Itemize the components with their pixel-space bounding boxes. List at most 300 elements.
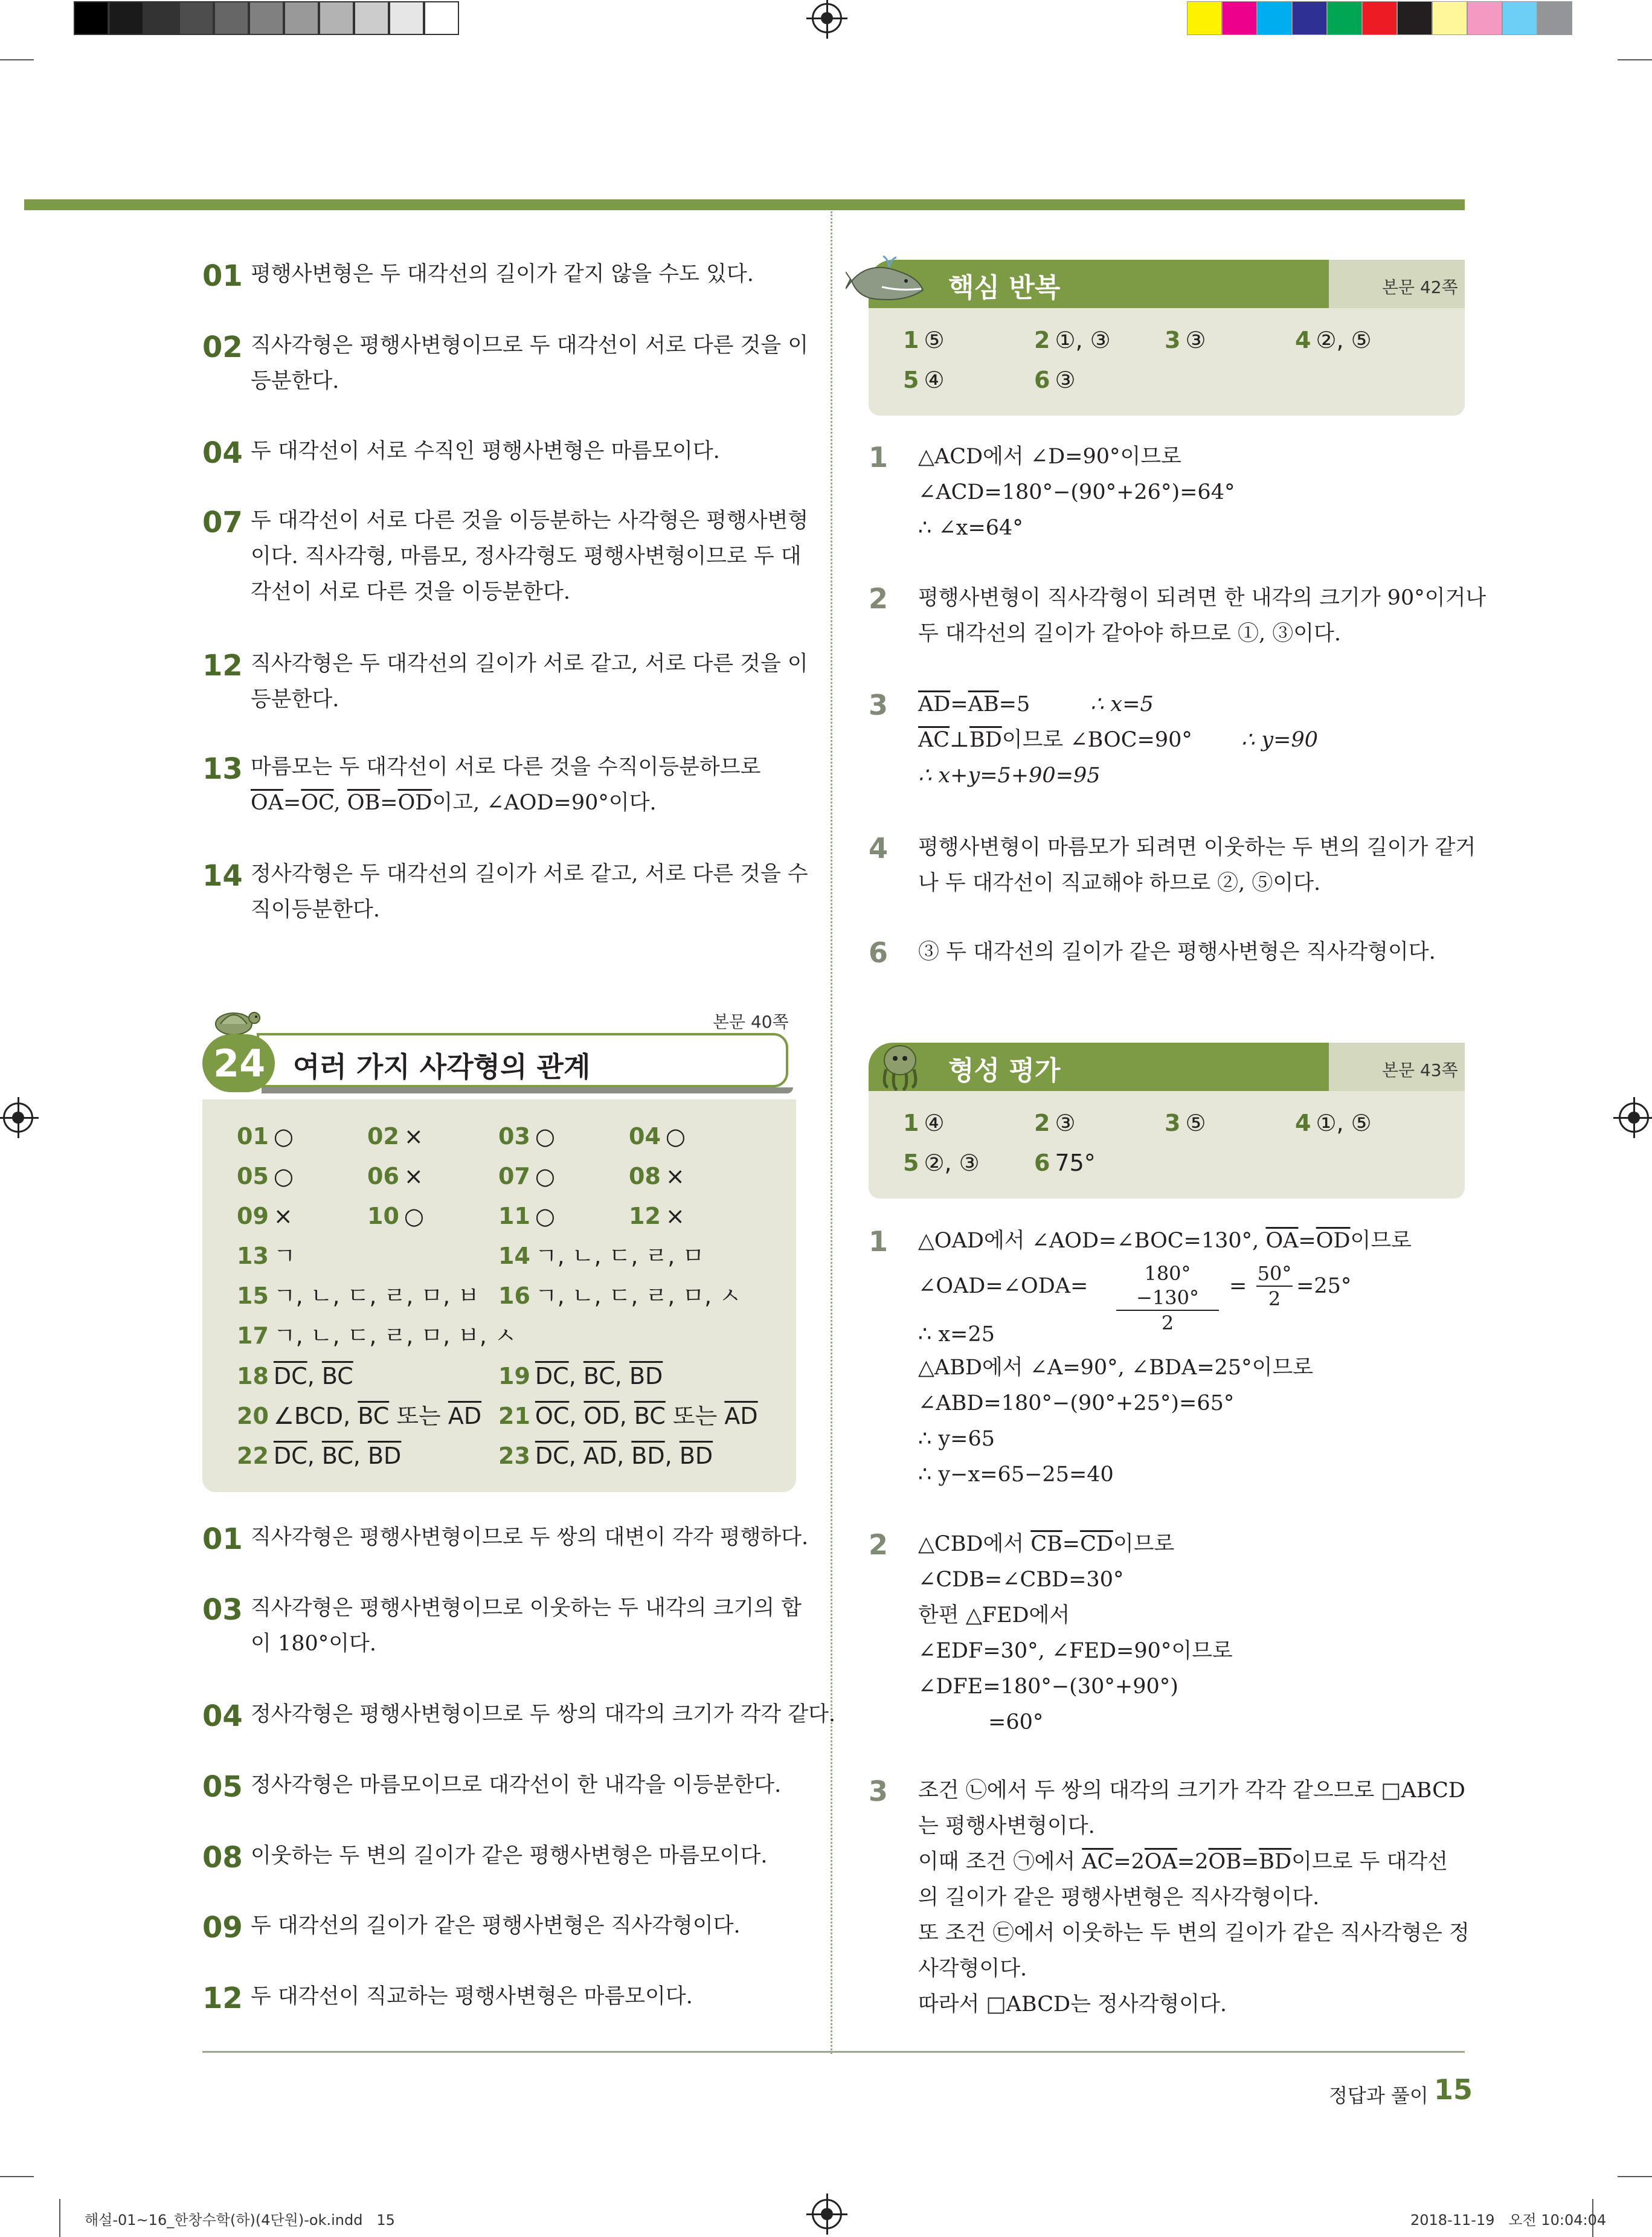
section24-title: 여러 가지 사각형의 관계 [293,1051,591,1083]
answer-number: 1 [903,1110,919,1136]
segment: $\overline{BC}$ [583,1363,615,1389]
gray-swatch [179,1,214,35]
answer-value: ①, ⑤ [1316,1110,1372,1136]
answer24-row-19 [498,1356,663,1396]
answer-number: 3 [1165,1110,1181,1136]
eval-sol-1-line: ∠ABD=180°−(90°+25°)=65° [918,1391,1235,1415]
left-bottom-item-line: 정사각형은 마름모이므로 대각선이 한 내각을 이등분한다. [251,1773,782,1797]
answer-number: 10 [367,1203,399,1229]
or-text: 또는 [389,1403,448,1429]
left-bottom-item-line: 직사각형은 평행사변형이므로 이웃하는 두 내각의 크기의 합 [251,1596,802,1620]
answer-number: 16 [498,1283,530,1309]
answer24-item [237,1316,516,1356]
core-sol-3-x: ∴ x=5 [1090,692,1154,716]
answer-value: ○ [273,1123,294,1150]
answer24-item [367,1116,423,1156]
answer-number: 19 [498,1363,530,1389]
answer-item [903,360,945,400]
answer-number: 4 [1295,1110,1311,1136]
answer-item [1034,360,1076,400]
segment: $\overline{AD}$ [583,1443,617,1469]
left-top-item-number: 04 [202,436,243,470]
answer-value: ⑤ [1185,1110,1206,1136]
answer-item [1034,1103,1076,1143]
crop-mark [0,2176,34,2177]
fraction-numerator: 50° [1256,1261,1293,1287]
answer24-item [237,1156,294,1196]
text: 이므로 ∠BOC=90° [1001,728,1192,752]
eval-sol-1-number: 1 [869,1225,889,1258]
segment: $\overline{AD}$ [724,1403,758,1429]
comma: , [568,1363,583,1389]
left-top-item-number: 01 [202,259,243,293]
equals: = [1241,1850,1259,1874]
left-bottom-item-line: 두 대각선의 길이가 같은 평행사변형은 직사각형이다. [251,1914,741,1938]
crop-mark [59,2199,60,2237]
answer24-item [237,1116,294,1156]
fraction-denominator: 2 [1268,1287,1281,1310]
segment: $\overline{CD}$ [1080,1532,1113,1556]
answer-number: 1 [903,327,919,353]
answer24-item [367,1196,424,1236]
section24-title-shadow [262,1087,793,1093]
comma: , [617,1443,632,1469]
answer-item [1295,1103,1372,1143]
gray-swatch [74,1,109,35]
answer-value: ㄱ [273,1243,296,1269]
text: 이므로 두 대각선 [1291,1850,1448,1874]
answer-number: 18 [237,1363,269,1389]
item13-line2 [251,785,657,821]
answer-item [1165,1103,1206,1143]
segment: $\overline{AD}$ [448,1403,482,1429]
left-bottom-item-line: 이웃하는 두 변의 길이가 같은 평행사변형은 마름모이다. [251,1844,768,1868]
comma: , [619,1403,634,1429]
gray-swatch [354,1,389,35]
core-sol-3-line2 [918,723,1192,758]
answer24-item [629,1116,686,1156]
answer-value: × [665,1203,685,1229]
core-sol-number: 4 [869,832,889,864]
eval-title: 형성 평가 [948,1055,1061,1086]
equals: = [950,692,968,716]
answer-number: 11 [498,1203,530,1229]
answer-value: ④ [924,1110,945,1136]
gray-swatch [109,1,144,35]
color-swatch [1467,1,1502,35]
answer24-item [498,1196,555,1236]
left-top-item-line: 정사각형은 두 대각선의 길이가 서로 같고, 서로 다른 것을 수 [251,862,808,886]
answer-item [903,1103,945,1143]
color-swatch [1187,1,1222,35]
eval-sol-2-line1 [918,1527,1174,1562]
crop-mark [0,59,34,60]
segment: $\overline{AC}$ [918,728,950,752]
answer-value: ㄱ, ㄴ, ㄷ, ㄹ, ㅁ [535,1243,705,1269]
file-info: 해설-01~16_한창수학(하)(4단원)-ok.indd 15 [85,2212,395,2229]
core-sol-3-y: ∴ y=90 [1241,728,1319,752]
left-bottom-item-line: 두 대각선이 직교하는 평행사변형은 마름모이다. [251,1984,693,2009]
eval-sol-3-line3 [918,1844,1448,1880]
answer-item [1034,320,1111,360]
core-title: 핵심 반복 [948,272,1061,303]
gray-swatch [424,1,459,35]
color-swatch [1432,1,1467,35]
answer-value: × [403,1163,423,1189]
segment: $\overline{DC}$ [535,1363,569,1389]
core-sol-line: ③ 두 대각선의 길이가 같은 평행사변형은 직사각형이다. [918,940,1436,964]
turtle-icon [208,1000,263,1036]
answer24-row-20 [237,1396,481,1436]
perp: ⊥ [950,728,969,752]
core-sol-number: 2 [869,582,889,615]
answer-value: ②, ⑤ [1316,327,1372,353]
answer24-item [629,1156,685,1196]
answer-number: 07 [498,1163,530,1189]
text: △CBD에서 [918,1532,1031,1556]
left-top-item-line: 등분한다. [251,369,339,393]
core-sol-line: ∠ACD=180°−(90°+26°)=64° [918,480,1235,504]
color-swatch [1222,1,1257,35]
answer-number: 01 [237,1123,269,1150]
answer-number: 05 [237,1163,269,1189]
segment: $\overline{BD}$ [1259,1850,1292,1874]
text: =2 [1113,1850,1145,1874]
left-top-item-line: 직사각형은 평행사변형이므로 두 대각선이 서로 다른 것을 이 [251,333,809,358]
fraction-2 [1256,1261,1293,1311]
answer-item [903,320,945,360]
color-swatch [1537,1,1572,35]
answer-item [1165,320,1206,360]
segment: $\overline{BC}$ [634,1403,666,1429]
answer-number: 02 [367,1123,399,1150]
answer24-item [498,1116,555,1156]
crop-mark [1618,2176,1652,2177]
registration-mark-icon [3,1102,33,1133]
segment: $\overline{BD}$ [629,1363,663,1389]
page-number: 15 [1434,2073,1473,2106]
core-sol-number: 1 [869,441,889,474]
section24-header [202,1033,795,1093]
answer-value: ③ [1055,367,1076,393]
core-sol-line: 평행사변형이 마름모가 되려면 이웃하는 두 변의 길이가 같거 [918,835,1476,860]
left-top-item-line: 등분한다. [251,687,339,712]
equals: = [380,791,398,815]
eval-sol-1-line: ∴ y−x=65−25=40 [918,1463,1114,1487]
segment: $\overline{BC}$ [321,1443,353,1469]
segment: $\overline{AB}$ [968,692,999,716]
page-label: 정답과 풀이 [1329,2084,1429,2107]
eval-sol-3-line5: 또 조건 ㉢에서 이웃하는 두 변의 길이가 같은 직사각형은 정 [918,1921,1470,1945]
answer-number: 15 [237,1283,269,1309]
segment: $\overline{DC}$ [273,1443,307,1469]
eval-sol-1-line2 [918,1269,1088,1304]
answer-value: × [403,1123,423,1150]
core-sol-line: ∴ ∠x=64° [918,516,1023,540]
answer-number: 17 [237,1322,269,1349]
answer-value: ○ [273,1163,294,1189]
eval-sol-1-line: ∴ x=25 [918,1322,995,1347]
answer-number: 2 [1034,327,1050,353]
left-top-item-number: 14 [202,859,243,893]
answer24-row-23 [498,1436,713,1476]
left-bottom-item-line: 직사각형은 평행사변형이므로 두 쌍의 대변이 각각 평행하다. [251,1525,809,1550]
fraction-1 [1116,1261,1219,1335]
answer-number: 08 [629,1163,661,1189]
segment: $\overline{BD}$ [367,1443,402,1469]
segment: $\overline{OD}$ [1316,1229,1351,1253]
answer-value: ○ [535,1123,556,1150]
answer-number: 21 [498,1403,530,1429]
answer-value: ㄱ, ㄴ, ㄷ, ㄹ, ㅁ, ㅂ [273,1283,480,1309]
answer24-item [237,1196,293,1236]
crop-mark [1618,59,1652,60]
gray-swatch [389,1,424,35]
answer-value: ○ [403,1203,425,1229]
eval-sol-2-line: ∠DFE=180°−(30°+90°) [918,1675,1178,1699]
answer-number: 04 [629,1123,661,1150]
answer24-row-22 [237,1436,401,1476]
segment: $\overline{OD}$ [583,1403,620,1429]
comma: , [353,1443,368,1469]
answer-number: 2 [1034,1110,1050,1136]
separator: , [333,791,347,815]
left-bottom-item-number: 05 [202,1770,243,1804]
answer24-row-21 [498,1396,758,1436]
answer-number: 20 [237,1403,269,1429]
answer-number: 09 [237,1203,269,1229]
segment: $\overline{AC}$ [1082,1850,1114,1874]
gray-swatch [214,1,249,35]
answer24-item [498,1156,555,1196]
left-top-item-number: 13 [202,752,243,786]
eval-sol-1-line: △ABD에서 ∠A=90°, ∠BDA=25°이므로 [918,1356,1314,1380]
text: 이므로 [1350,1229,1412,1253]
comma: , [307,1443,322,1469]
segment: $\overline{OA}$ [1265,1229,1299,1253]
left-top-item-line: 두 대각선이 서로 다른 것을 이등분하는 사각형은 평행사변형 [251,509,809,533]
answer-item [1295,320,1372,360]
answer-number: 3 [1165,327,1181,353]
equals: = [283,791,301,815]
answer-value: ○ [665,1123,686,1150]
text: =2 [1177,1850,1209,1874]
answer-value: 75° [1055,1150,1096,1176]
color-swatch [1292,1,1327,35]
answer24-item [237,1236,296,1276]
gray-swatch [284,1,319,35]
registration-mark-icon [812,3,842,33]
answer-value: ④ [924,367,945,393]
segment-ob: $\overline{OB}$ [347,791,381,815]
eval-sol-3-line1: 조건 ㉡에서 두 쌍의 대각의 크기가 각각 같으므로 □ABCD [918,1778,1465,1803]
color-swatch [1397,1,1432,35]
answer-value: ③ [1055,1110,1076,1136]
registration-mark-icon [812,2199,842,2229]
left-top-item-line: 직사각형은 두 대각선의 길이가 서로 같고, 서로 다른 것을 이 [251,652,808,676]
gray-swatch [319,1,354,35]
segment-oc: $\overline{OC}$ [301,791,334,815]
gray-swatch [249,1,284,35]
eval-sol-2-line: ∠CDB=∠CBD=30° [918,1568,1124,1592]
segment: $\overline{BD}$ [631,1443,665,1469]
comma: , [568,1443,583,1469]
left-bottom-item-number: 04 [202,1699,243,1733]
comma: , [307,1363,322,1389]
eval-sol-3-line6: 사각형이다. [918,1957,1027,1981]
or-text: 또는 [665,1403,725,1429]
left-top-item-line: 이다. 직사각형, 마름모, 정사각형도 평행사변형이므로 두 대 [251,544,802,568]
column-divider [831,211,832,2054]
left-bottom-item-number: 01 [202,1522,243,1556]
left-bottom-item-line: 정사각형은 평행사변형이므로 두 쌍의 대각의 크기가 각각 같다. [251,1702,836,1727]
left-top-item-number: 12 [202,649,243,683]
eval-sol-1-line2-tail: =25° [1296,1274,1352,1298]
core-sol-line: 나 두 대각선이 직교해야 하므로 ②, ⑤이다. [918,871,1321,895]
eval-sol-2-line: ∠EDF=30°, ∠FED=90°이므로 [918,1639,1233,1663]
fraction-denominator: 2 [1161,1312,1174,1334]
segment: $\overline{OA}$ [1144,1850,1177,1874]
answer-number: 23 [498,1443,530,1469]
equals: = [1062,1532,1081,1556]
answer-item [1034,1143,1096,1183]
answer-number: 06 [367,1163,399,1189]
core-sol-3-line3: ∴ x+y=5+90=95 [918,764,1101,788]
color-swatch [1362,1,1397,35]
left-top-item-line: 평행사변형은 두 대각선의 길이가 같지 않을 수도 있다. [251,262,754,286]
comma: , [569,1403,584,1429]
eval-sol-1-line1 [918,1223,1412,1259]
whale-icon [846,254,930,308]
left-top-item-number: 02 [202,330,243,364]
angle-text: ∠BCD, [273,1403,358,1429]
left-bottom-item-number: 03 [202,1593,243,1627]
eval-sol-3-number: 3 [869,1775,889,1807]
item13-tail: 이고, ∠AOD=90°이다. [432,791,657,815]
answer-value: ㄱ, ㄴ, ㄷ, ㄹ, ㅁ, ㅂ, ㅅ [273,1322,516,1349]
left-top-item-line: 각선이 서로 다른 것을 이등분한다. [251,580,570,604]
comma: , [664,1443,680,1469]
left-bottom-item-number: 08 [202,1841,243,1875]
segment: $\overline{OC}$ [535,1403,570,1429]
answer-value: ①, ③ [1055,327,1111,353]
eval-sol-2-line: =60° [988,1710,1044,1734]
segment: $\overline{BC}$ [358,1403,390,1429]
color-swatch [1257,1,1292,35]
segment: $\overline{CB}$ [1030,1532,1062,1556]
left-top-item-line: 두 대각선이 서로 수직인 평행사변형은 마름모이다. [251,439,720,463]
answer24-item [498,1236,704,1276]
left-bottom-item-line: 이 180°이다. [251,1632,376,1656]
core-sol-line: △ACD에서 ∠D=90°이므로 [918,445,1181,469]
text: 이때 조건 ㉠에서 [918,1850,1082,1874]
bottom-rule [202,2051,1465,2053]
fraction-equals: = [1229,1274,1247,1298]
answer24-item [237,1276,480,1316]
octopus-icon [873,1039,927,1093]
core-sol-line: 평행사변형이 직사각형이 되려면 한 내각의 크기가 90°이거나 [918,586,1486,610]
answer-number: 6 [1034,1150,1050,1176]
core-sol-3-number: 3 [869,689,889,721]
answer-number: 4 [1295,327,1311,353]
answer-item [903,1143,980,1183]
answer-value: ⑤ [924,327,945,353]
answer-number: 12 [629,1203,661,1229]
answer-number: 14 [498,1243,530,1269]
answer-number: 5 [903,1150,919,1176]
left-top-item-line: 마름모는 두 대각선이 서로 다른 것을 수직이등분하므로 [251,755,761,779]
answer-number: 13 [237,1243,269,1269]
left-top-item-number: 07 [202,506,243,539]
section24-ref: 본문 40쪽 [713,1012,789,1032]
segment: $\overline{BC}$ [321,1363,353,1389]
comma: , [614,1363,629,1389]
eval-sol-3-line2: 는 평행사변형이다. [918,1814,1095,1838]
answer24-item [367,1156,423,1196]
print-datetime: 2018-11-19 오전 10:04:04 [1410,2212,1607,2229]
segment: $\overline{AD}$ [918,692,951,716]
eval-sol-2-line: 한편 △FED에서 [918,1603,1070,1627]
answer24-item [629,1196,685,1236]
answer-number: 03 [498,1123,530,1150]
segment: $\overline{BD}$ [969,728,1002,752]
eval-sol-3-line7: 따라서 □ABCD는 정사각형이다. [918,1992,1227,2017]
text: ∠OAD=∠ODA= [918,1274,1088,1298]
answer-value: × [665,1163,685,1189]
answer-number: 6 [1034,367,1050,393]
section24-number: 24 [213,1041,266,1086]
eval-sol-3-line4: 의 길이가 같은 평행사변형은 직사각형이다. [918,1885,1320,1910]
answer24-row-18-19 [237,1356,353,1396]
answer-value: ②, ③ [924,1150,980,1176]
core-sol-3-line1 [918,687,1030,723]
core-ref: 본문 42쪽 [1382,277,1458,297]
core-sol-number: 6 [869,936,889,969]
segment: $\overline{DC}$ [535,1443,569,1469]
equals: = [1298,1229,1316,1253]
segment-oa: $\overline{OA}$ [251,791,283,815]
color-swatch [1327,1,1362,35]
fraction-numerator: 180°−130° [1116,1261,1219,1311]
top-accent-bar [24,199,1465,210]
answer-value: ○ [535,1163,556,1189]
segment: $\overline{OB}$ [1208,1850,1241,1874]
text: 이므로 [1113,1532,1175,1556]
eval-sol-2-number: 2 [869,1528,889,1561]
segment: $\overline{BD}$ [679,1443,713,1469]
left-bottom-item-number: 09 [202,1911,243,1945]
eval-sol-1-line: ∴ y=65 [918,1427,995,1451]
segment: $\overline{DC}$ [273,1363,307,1389]
answer-number: 22 [237,1443,269,1469]
color-swatch [1502,1,1537,35]
registration-mark-icon [1619,1102,1649,1133]
answer-value: ③ [1185,327,1206,353]
segment-od: $\overline{OD}$ [397,791,432,815]
value: =5 [998,692,1030,716]
left-bottom-item-number: 12 [202,1981,243,2015]
answer24-item [498,1276,741,1316]
answer-value: ㄱ, ㄴ, ㄷ, ㄹ, ㅁ, ㅅ [535,1283,741,1309]
core-sol-line: 두 대각선의 길이가 같아야 하므로 ①, ③이다. [918,622,1341,646]
answer-value: ○ [535,1203,556,1229]
answer-value: × [273,1203,293,1229]
answer-number: 5 [903,367,919,393]
gray-swatch [144,1,179,35]
left-top-item-line: 직이등분한다. [251,898,380,922]
eval-ref: 본문 43쪽 [1382,1060,1458,1080]
text: △OAD에서 ∠AOD=∠BOC=130°, [918,1229,1266,1253]
